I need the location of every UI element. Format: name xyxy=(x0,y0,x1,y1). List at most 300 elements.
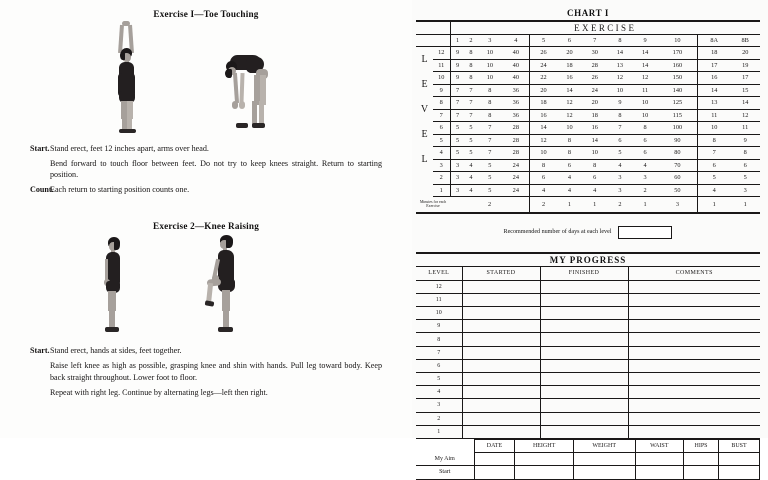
chart-cell: 20 xyxy=(582,97,607,110)
chart-cell: 20 xyxy=(730,47,760,60)
progress-comments-cell[interactable] xyxy=(628,412,760,425)
measurements-cell[interactable] xyxy=(719,453,760,466)
progress-finished-cell[interactable] xyxy=(540,346,628,359)
blank-cell xyxy=(433,34,450,47)
chart-cell: 6 xyxy=(633,147,658,160)
measurements-cell[interactable] xyxy=(635,453,683,466)
chart-data-row xyxy=(416,59,760,72)
chart-level-number: 9 xyxy=(433,84,450,97)
minutes-cell-ab: 1 xyxy=(698,197,731,213)
chart-cell: 3 xyxy=(607,172,632,185)
instruction-row xyxy=(14,158,382,181)
chart-data-row xyxy=(416,172,760,185)
measurements-table xyxy=(416,439,760,480)
chart-cell: 8 xyxy=(607,109,632,122)
progress-started-cell[interactable] xyxy=(462,412,540,425)
chart-column-header: 8B xyxy=(730,34,760,47)
chart-cell: 7 xyxy=(477,122,502,135)
chart-column-header-row xyxy=(416,34,760,47)
exercise-1-title: Exercise I—Toe Touching xyxy=(153,9,259,19)
chart-cell: 7 xyxy=(450,97,465,110)
chart-cell: 4 xyxy=(582,184,607,197)
progress-started-cell[interactable] xyxy=(462,386,540,399)
chart-cell: 4 xyxy=(557,184,582,197)
chart-cell: 18 xyxy=(530,97,557,110)
instruction-text: Each return to starting position counts one. xyxy=(50,185,190,195)
measurements-header-weight: WEIGHT xyxy=(573,439,635,452)
chart-cell: 4 xyxy=(465,184,478,197)
exercise-2-title: Exercise 2—Knee Raising xyxy=(153,221,259,232)
progress-level: 5 xyxy=(416,373,462,386)
chart-cell: 18 xyxy=(557,59,582,72)
progress-row xyxy=(416,412,760,425)
progress-level: 6 xyxy=(416,359,462,372)
minutes-merged-cell: 2 xyxy=(450,197,530,213)
chart-cell: 5 xyxy=(450,122,465,135)
chart-cell: 8 xyxy=(530,159,557,172)
instruction-text: Raise left knee as high as possible, grasping knee and shin with hands. Pull leg toward body. Keep back straight throughout. Lower foot to floor. xyxy=(50,361,382,382)
chart-data-row xyxy=(416,84,760,97)
chart-data-row xyxy=(416,147,760,160)
progress-row xyxy=(416,373,760,386)
progress-comments-cell[interactable] xyxy=(628,373,760,386)
chart-cell: 12 xyxy=(557,109,582,122)
chart-level-number: 3 xyxy=(433,159,450,172)
measurements-header-height: HEIGHT xyxy=(515,439,573,452)
measurements-row-label: My Aim xyxy=(416,453,474,466)
chart-cell: 16 xyxy=(582,122,607,135)
chart-cell: 10 xyxy=(607,84,632,97)
chart-data-row xyxy=(416,72,760,85)
chart-cell: 40 xyxy=(502,47,529,60)
progress-header-comments: COMMENTS xyxy=(628,267,760,280)
chart-cell: 4 xyxy=(698,184,731,197)
chart-cell: 30 xyxy=(582,47,607,60)
chart-cell: 24 xyxy=(530,59,557,72)
chart-column-header: 4 xyxy=(502,34,529,47)
chart-cell: 5 xyxy=(607,147,632,160)
chart-cell: 5 xyxy=(465,122,478,135)
chart-cell: 9 xyxy=(730,134,760,147)
chart-cell: 7 xyxy=(607,122,632,135)
chart-cell: 16 xyxy=(530,109,557,122)
progress-finished-cell[interactable] xyxy=(540,307,628,320)
chart-column-header: 10 xyxy=(658,34,698,47)
level-letter: E xyxy=(421,128,428,140)
measurements-header-bust: BUST xyxy=(719,439,760,452)
chart-cell: 3 xyxy=(450,159,465,172)
progress-comments-cell[interactable] xyxy=(628,399,760,412)
progress-started-cell[interactable] xyxy=(462,280,540,293)
progress-level: 10 xyxy=(416,307,462,320)
chart-cell: 40 xyxy=(502,59,529,72)
measurements-corner xyxy=(416,439,474,452)
chart-cell: 9 xyxy=(450,47,465,60)
progress-row xyxy=(416,425,760,438)
chart-cell: 26 xyxy=(530,47,557,60)
measurements-cell[interactable] xyxy=(683,453,718,466)
measurements-header-hips: HIPS xyxy=(683,439,718,452)
chart-cell: 18 xyxy=(582,109,607,122)
chart-cell: 5 xyxy=(477,184,502,197)
chart-level-number: 11 xyxy=(433,59,450,72)
corner-cell xyxy=(433,21,450,34)
chart-cell: 5 xyxy=(465,147,478,160)
chart-cell: 3 xyxy=(607,184,632,197)
chart-data-row xyxy=(416,47,760,60)
chart-data-row xyxy=(416,97,760,110)
chart-cell: 6 xyxy=(582,172,607,185)
chart-cell: 70 xyxy=(658,159,698,172)
progress-started-cell[interactable] xyxy=(462,307,540,320)
progress-row xyxy=(416,386,760,399)
chart-cell: 4 xyxy=(530,184,557,197)
chart-cell: 14 xyxy=(582,134,607,147)
progress-row xyxy=(416,346,760,359)
chart-cell: 4 xyxy=(465,172,478,185)
chart-cell: 5 xyxy=(465,134,478,147)
chart-cell: 8 xyxy=(477,109,502,122)
chart-cell: 24 xyxy=(582,84,607,97)
chart-cell: 14 xyxy=(557,84,582,97)
chart-cell: 4 xyxy=(465,159,478,172)
progress-comments-cell[interactable] xyxy=(628,280,760,293)
corner-cell xyxy=(416,21,433,34)
progress-comments-cell[interactable] xyxy=(628,320,760,333)
progress-finished-cell[interactable] xyxy=(540,280,628,293)
chart-data-row xyxy=(416,122,760,135)
chart-1-table xyxy=(416,20,760,214)
progress-row xyxy=(416,359,760,372)
instruction-text: Stand erect, feet 12 inches apart, arms over head. xyxy=(50,144,209,153)
chart-cell: 6 xyxy=(698,159,731,172)
my-progress-title: MY PROGRESS xyxy=(416,252,760,268)
chart-cell: 60 xyxy=(658,172,698,185)
chart-data-row xyxy=(416,159,760,172)
instruction-row xyxy=(14,387,382,398)
chart-cell: 7 xyxy=(450,84,465,97)
progress-row xyxy=(416,333,760,346)
progress-comments-cell[interactable] xyxy=(628,386,760,399)
chart-level-number: 2 xyxy=(433,172,450,185)
chart-cell: 170 xyxy=(658,47,698,60)
progress-started-cell[interactable] xyxy=(462,293,540,306)
progress-finished-cell[interactable] xyxy=(540,399,628,412)
chart-cell: 3 xyxy=(730,184,760,197)
progress-finished-cell[interactable] xyxy=(540,412,628,425)
progress-finished-cell[interactable] xyxy=(540,320,628,333)
progress-comments-cell[interactable] xyxy=(628,346,760,359)
chart-data-row xyxy=(416,134,760,147)
progress-finished-cell[interactable] xyxy=(540,293,628,306)
progress-row xyxy=(416,280,760,293)
progress-level: 3 xyxy=(416,399,462,412)
instruction-row xyxy=(14,345,382,356)
chart-cell: 12 xyxy=(607,72,632,85)
chart-cell: 5 xyxy=(450,134,465,147)
minutes-cell: 1 xyxy=(633,197,658,213)
chart-cell: 7 xyxy=(477,147,502,160)
chart-column-header: 6 xyxy=(557,34,582,47)
chart-cell: 24 xyxy=(502,159,529,172)
progress-finished-cell[interactable] xyxy=(540,373,628,386)
measurements-cell[interactable] xyxy=(573,453,635,466)
progress-level: 11 xyxy=(416,293,462,306)
chart-data-row xyxy=(416,109,760,122)
chart-cell: 24 xyxy=(502,172,529,185)
progress-comments-cell[interactable] xyxy=(628,425,760,438)
chart-cell: 7 xyxy=(465,97,478,110)
chart-cell: 16 xyxy=(698,72,731,85)
measurements-cell[interactable] xyxy=(635,466,683,479)
chart-cell: 4 xyxy=(633,159,658,172)
my-progress-table xyxy=(416,267,760,439)
progress-started-cell[interactable] xyxy=(462,373,540,386)
chart-cell: 10 xyxy=(557,122,582,135)
chart-cell: 80 xyxy=(658,147,698,160)
chart-cell: 90 xyxy=(658,134,698,147)
minutes-label: Minutes for each Exercise xyxy=(416,197,450,213)
progress-header-started: STARTED xyxy=(462,267,540,280)
chart-cell: 24 xyxy=(502,184,529,197)
chart-cell: 14 xyxy=(530,122,557,135)
chart-cell: 8 xyxy=(633,122,658,135)
progress-row xyxy=(416,320,760,333)
chart-cell: 3 xyxy=(450,172,465,185)
chart-cell: 10 xyxy=(633,109,658,122)
chart-cell: 12 xyxy=(633,72,658,85)
level-letter: L xyxy=(421,53,428,65)
chart-level-number: 10 xyxy=(433,72,450,85)
progress-comments-cell[interactable] xyxy=(628,293,760,306)
chart-level-number: 1 xyxy=(433,184,450,197)
chart-cell: 7 xyxy=(698,147,731,160)
progress-finished-cell[interactable] xyxy=(540,333,628,346)
recommended-days-label: Recommended number of days at each level xyxy=(503,229,612,235)
chart-cell: 14 xyxy=(730,97,760,110)
chart-level-number: 6 xyxy=(433,122,450,135)
chart-cell: 10 xyxy=(698,122,731,135)
exercise-2-figures xyxy=(0,233,412,341)
chart-cell: 26 xyxy=(582,72,607,85)
measurements-header-date: DATE xyxy=(474,439,515,452)
chart-cell: 10 xyxy=(477,72,502,85)
progress-level: 4 xyxy=(416,386,462,399)
chart-cell: 100 xyxy=(658,122,698,135)
chart-cell: 36 xyxy=(502,97,529,110)
measurements-cell[interactable] xyxy=(683,466,718,479)
level-letter: L xyxy=(421,153,428,165)
progress-started-cell[interactable] xyxy=(462,333,540,346)
chart-cell: 7 xyxy=(450,109,465,122)
progress-started-cell[interactable] xyxy=(462,399,540,412)
chart-cell: 14 xyxy=(633,59,658,72)
chart-cell: 8 xyxy=(465,47,478,60)
chart-cell: 28 xyxy=(502,147,529,160)
chart-cell: 36 xyxy=(502,84,529,97)
exercise-1-instructions xyxy=(0,139,412,196)
blank-cell xyxy=(416,34,433,47)
chart-cell: 4 xyxy=(557,172,582,185)
chart-cell: 14 xyxy=(698,84,731,97)
minutes-cell: 2 xyxy=(607,197,632,213)
recommended-days-line xyxy=(416,226,760,239)
chart-cell: 5 xyxy=(698,172,731,185)
chart-cell: 6 xyxy=(557,159,582,172)
chart-cell: 20 xyxy=(557,47,582,60)
chart-level-number: 12 xyxy=(433,47,450,60)
progress-started-cell[interactable] xyxy=(462,320,540,333)
measurements-row xyxy=(416,453,760,466)
chart-cell: 7 xyxy=(477,134,502,147)
progress-started-cell[interactable] xyxy=(462,425,540,438)
minutes-row xyxy=(416,197,760,213)
measurements-cell[interactable] xyxy=(573,466,635,479)
left-column xyxy=(0,0,412,438)
chart-cell: 125 xyxy=(658,97,698,110)
chart-cell: 36 xyxy=(502,109,529,122)
chart-cell: 16 xyxy=(557,72,582,85)
figure-standing-side xyxy=(102,237,136,335)
chart-cell: 14 xyxy=(607,47,632,60)
chart-cell: 8 xyxy=(465,72,478,85)
chart-cell: 6 xyxy=(607,134,632,147)
chart-cell: 12 xyxy=(557,97,582,110)
chart-cell: 28 xyxy=(502,122,529,135)
figure-standing-arms-overhead xyxy=(106,21,146,133)
chart-cell: 140 xyxy=(658,84,698,97)
progress-finished-cell[interactable] xyxy=(540,425,628,438)
chart-level-number: 5 xyxy=(433,134,450,147)
chart-cell: 10 xyxy=(477,47,502,60)
instruction-label: Start. xyxy=(30,144,50,153)
chart-cell: 20 xyxy=(530,84,557,97)
progress-finished-cell[interactable] xyxy=(540,386,628,399)
chart-cell: 15 xyxy=(730,84,760,97)
measurements-header-waist: WAIST xyxy=(635,439,683,452)
chart-cell: 2 xyxy=(633,184,658,197)
chart-cell: 5 xyxy=(730,172,760,185)
chart-column-header: 3 xyxy=(477,34,502,47)
chart-cell: 11 xyxy=(698,109,731,122)
chart-column-header: 8A xyxy=(698,34,731,47)
chart-cell: 6 xyxy=(530,172,557,185)
figure-knee-raised xyxy=(204,235,258,335)
chart-cell: 14 xyxy=(633,47,658,60)
chart-cell: 150 xyxy=(658,72,698,85)
chart-cell: 6 xyxy=(730,159,760,172)
chart-group-header-row xyxy=(416,21,760,34)
measurements-cell[interactable] xyxy=(515,453,573,466)
instruction-row xyxy=(14,360,382,383)
recommended-days-input[interactable] xyxy=(618,226,672,239)
chart-cell: 8 xyxy=(698,134,731,147)
chart-column-header: 8 xyxy=(607,34,632,47)
chart-cell: 28 xyxy=(502,134,529,147)
chart-column-header: 5 xyxy=(530,34,557,47)
chart-cell: 19 xyxy=(730,59,760,72)
chart-level-number: 4 xyxy=(433,147,450,160)
minutes-cell: 2 xyxy=(530,197,557,213)
chart-cell: 4 xyxy=(607,159,632,172)
progress-comments-cell[interactable] xyxy=(628,359,760,372)
instruction-row xyxy=(14,184,382,195)
chart-cell: 10 xyxy=(530,147,557,160)
measurements-cell[interactable] xyxy=(474,453,515,466)
measurements-cell[interactable] xyxy=(719,466,760,479)
chart-cell: 3 xyxy=(450,184,465,197)
progress-finished-cell[interactable] xyxy=(540,359,628,372)
measurements-cell[interactable] xyxy=(474,466,515,479)
instruction-label: Start. xyxy=(30,346,50,356)
chart-cell: 115 xyxy=(658,109,698,122)
progress-started-cell[interactable] xyxy=(462,359,540,372)
instruction-text: Repeat with right leg. Continue by alternating legs—left then right. xyxy=(50,387,268,397)
chart-cell: 50 xyxy=(658,184,698,197)
chart-cell: 9 xyxy=(450,59,465,72)
level-letter: E xyxy=(421,78,428,90)
progress-level: 7 xyxy=(416,346,462,359)
exercise-group-header: EXERCISE xyxy=(450,21,760,34)
chart-cell: 8 xyxy=(582,159,607,172)
chart-cell: 8 xyxy=(477,97,502,110)
chart-cell: 8 xyxy=(477,84,502,97)
progress-level: 2 xyxy=(416,412,462,425)
chart-cell: 17 xyxy=(698,59,731,72)
chart-cell: 22 xyxy=(530,72,557,85)
progress-comments-cell[interactable] xyxy=(628,333,760,346)
instruction-label: Count. xyxy=(30,185,54,195)
level-letter xyxy=(416,172,433,197)
progress-level: 1 xyxy=(416,425,462,438)
chart-cell: 8 xyxy=(557,147,582,160)
minutes-cell: 1 xyxy=(582,197,607,213)
chart-cell: 17 xyxy=(730,72,760,85)
chart-cell: 10 xyxy=(582,147,607,160)
level-letter: V xyxy=(420,103,429,115)
progress-header-row xyxy=(416,267,760,280)
minutes-cell: 1 xyxy=(557,197,582,213)
progress-level: 9 xyxy=(416,320,462,333)
progress-started-cell[interactable] xyxy=(462,346,540,359)
exercise-1-figures xyxy=(0,21,412,139)
chart-cell: 28 xyxy=(582,59,607,72)
chart-column-header: 9 xyxy=(633,34,658,47)
chart-cell: 5 xyxy=(450,147,465,160)
chart-cell: 3 xyxy=(633,172,658,185)
chart-cell: 10 xyxy=(477,59,502,72)
figure-bent-forward-toe-touch xyxy=(216,53,272,133)
progress-comments-cell[interactable] xyxy=(628,307,760,320)
chart-column-header: 7 xyxy=(582,34,607,47)
measurements-cell[interactable] xyxy=(515,466,573,479)
chart-cell: 6 xyxy=(633,134,658,147)
chart-cell: 12 xyxy=(730,109,760,122)
instruction-text: Bend forward to touch floor between feet. Do not try to keep knees straight. Return to starting position. xyxy=(50,158,382,180)
progress-row xyxy=(416,307,760,320)
chart-level-number: 7 xyxy=(433,109,450,122)
chart-1-title: CHART I xyxy=(567,8,609,18)
right-column xyxy=(412,0,768,476)
progress-header-level: LEVEL xyxy=(416,267,462,280)
progress-row xyxy=(416,293,760,306)
chart-cell: 40 xyxy=(502,72,529,85)
progress-level: 8 xyxy=(416,333,462,346)
instruction-text: Stand erect, hands at sides, feet together. xyxy=(50,346,182,356)
my-progress-section xyxy=(416,252,760,480)
chart-cell: 9 xyxy=(450,72,465,85)
minutes-cell-ab: 1 xyxy=(730,197,760,213)
